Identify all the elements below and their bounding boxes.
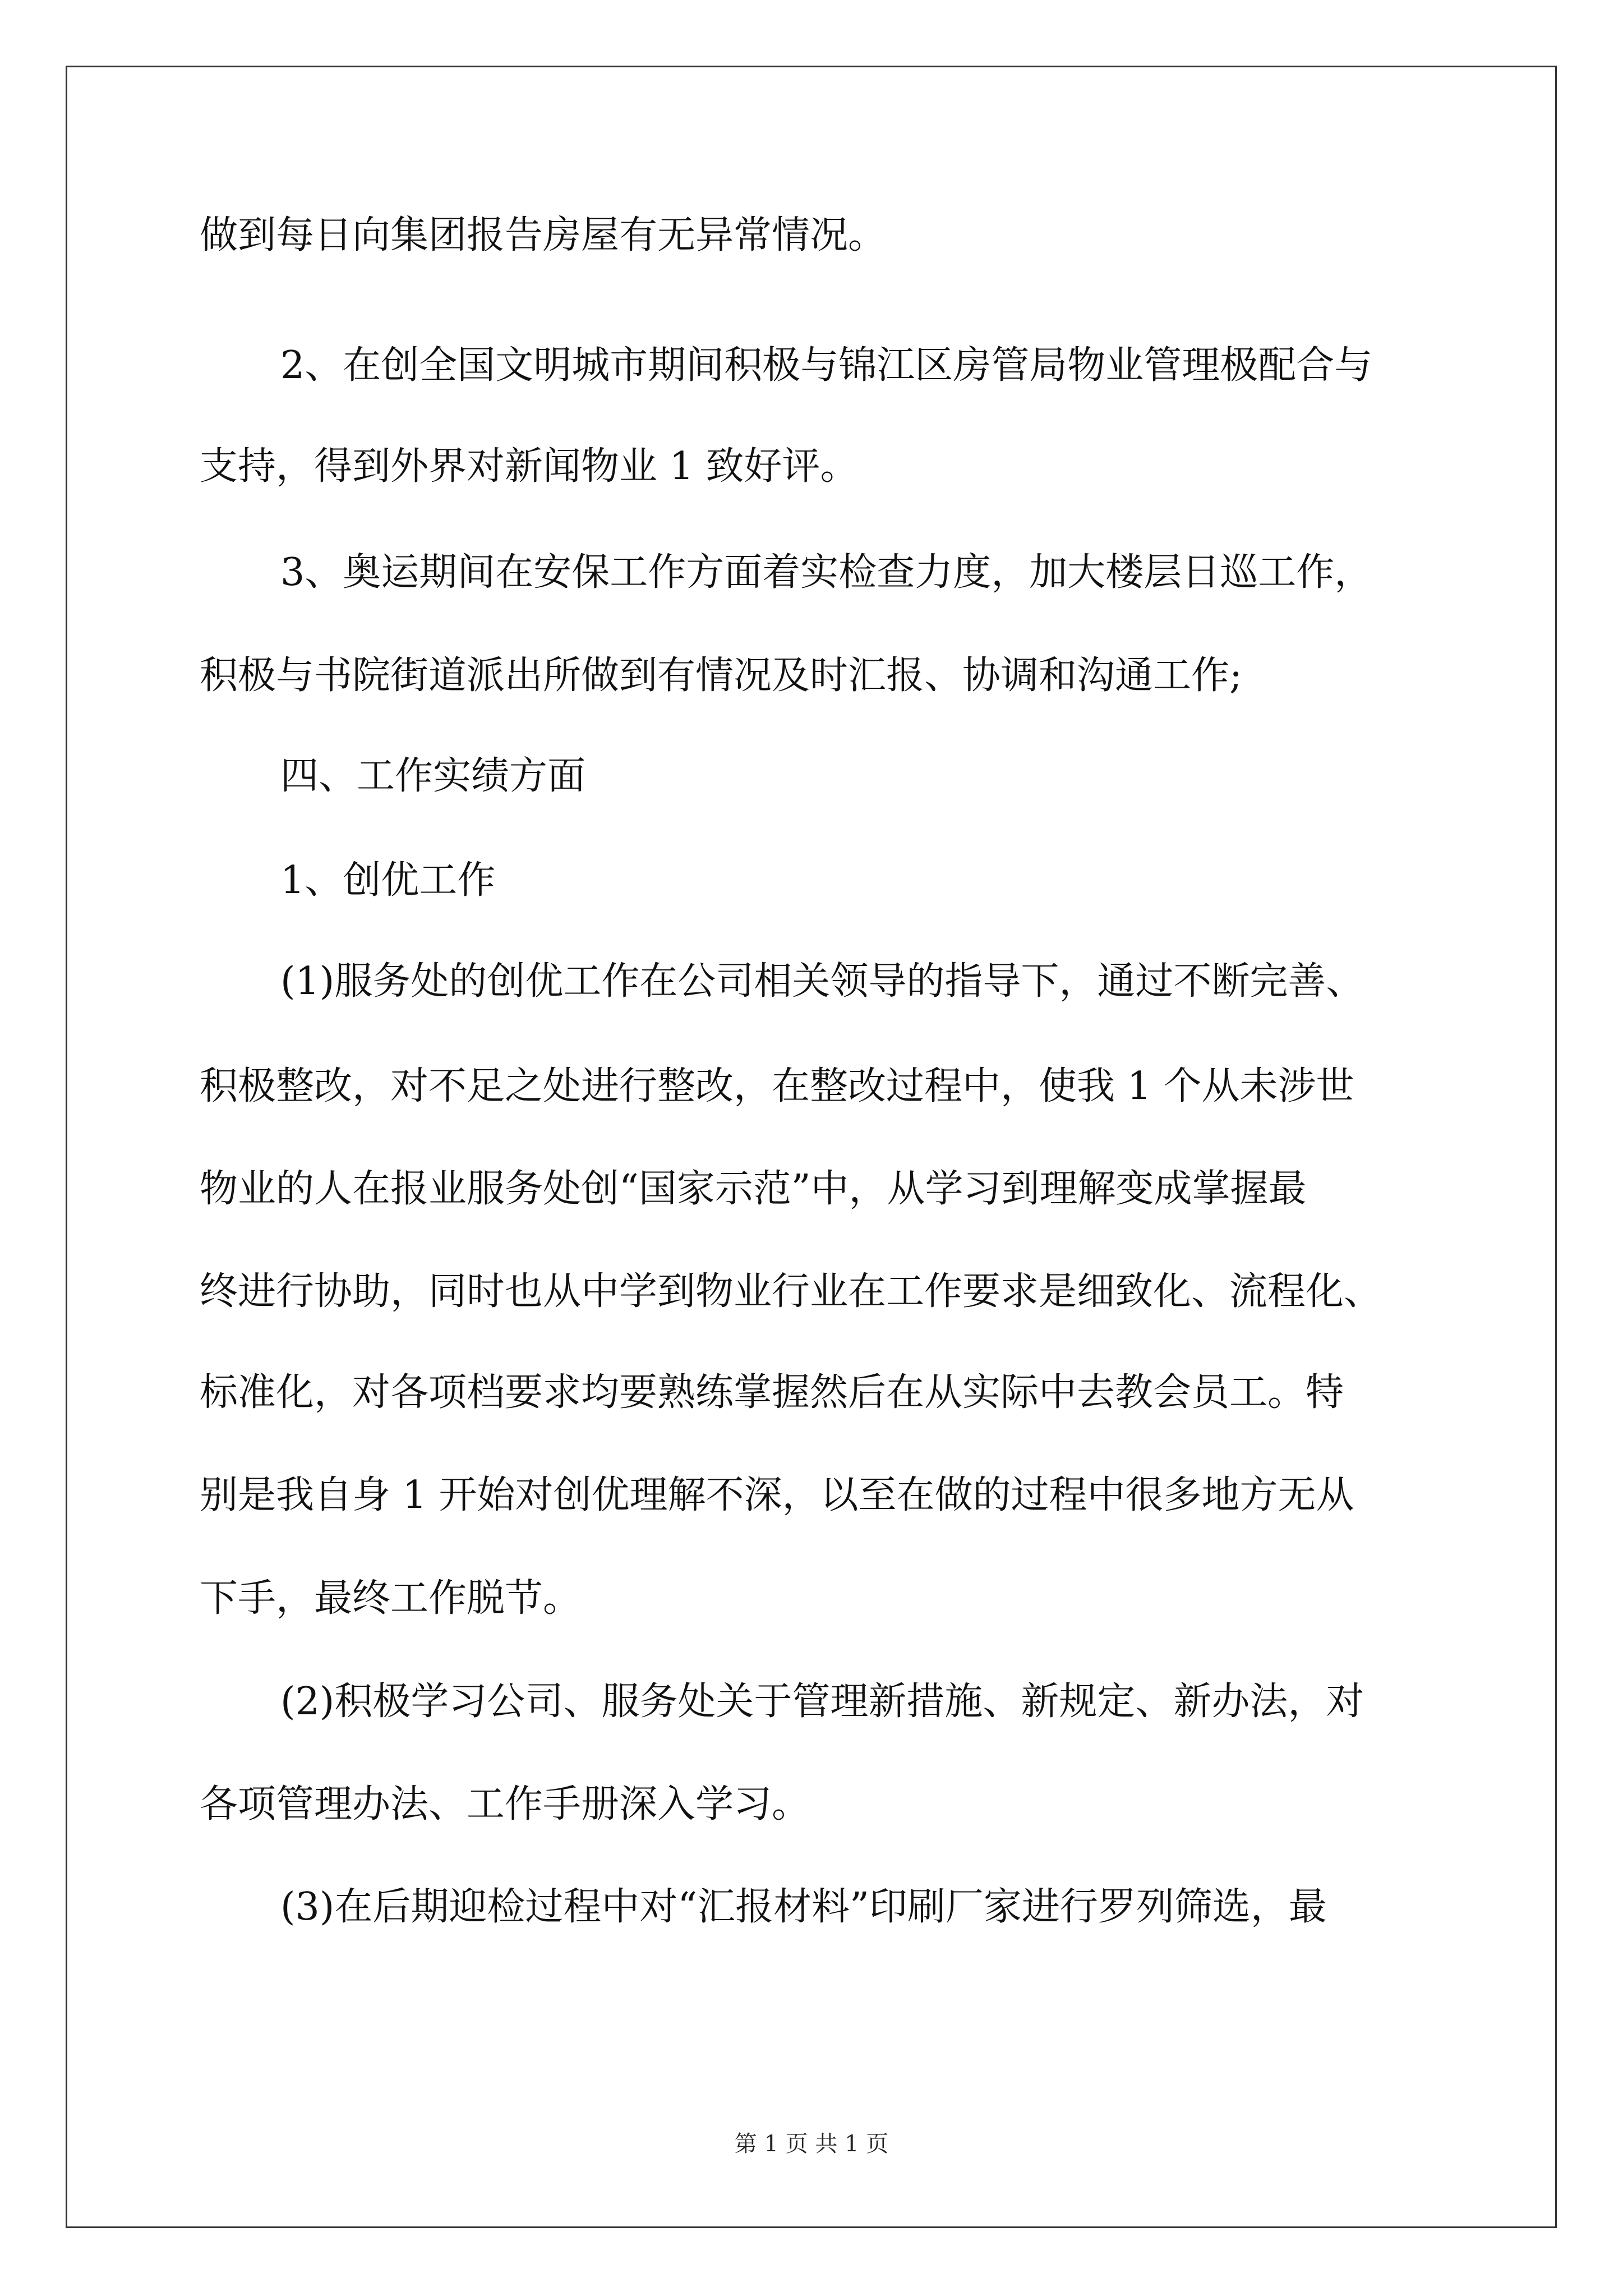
text-line: 3、奥运期间在安保工作方面着实检查力度，加大楼层日巡工作， xyxy=(280,550,1373,595)
text-line: 积极整改，对不足之处进行整改，在整改过程中，使我 1 个从未涉世 xyxy=(200,1064,1354,1108)
text-line: 做到每日向集团报告房屋有无异常情况。 xyxy=(200,213,887,257)
page-number-footer: 第 1 页 共 1 页 xyxy=(734,2131,889,2157)
text-line: (2)积极学习公司、服务处关于管理新措施、新规定、新办法，对 xyxy=(280,1680,1364,1724)
subsection-heading: 1、创优工作 xyxy=(280,858,496,903)
text-line: 各项管理办法、工作手册深入学习。 xyxy=(200,1782,810,1826)
text-line: 终进行协助，同时也从中学到物业行业在工作要求是细致化、流程化、 xyxy=(200,1269,1382,1314)
text-line: 支持，得到外界对新闻物业 1 致好评。 xyxy=(200,444,859,489)
text-line: 标准化，对各项档要求均要熟练掌握然后在从实际中去教会员工。特 xyxy=(200,1370,1344,1415)
text-line: (3)在后期迎检过程中对“汇报材料”印刷厂家进行罗列筛选，最 xyxy=(280,1885,1327,1929)
text-line: (1)服务处的创优工作在公司相关领导的指导下，通过不断完善、 xyxy=(280,959,1364,1004)
text-line: 物业的人在报业服务处创“国家示范”中，从学习到理解变成掌握最 xyxy=(200,1167,1307,1211)
text-line: 下手，最终工作脱节。 xyxy=(200,1576,582,1621)
text-line: 别是我自身 1 开始对创优理解不深，以至在做的过程中很多地方无从 xyxy=(200,1473,1354,1517)
text-line: 积极与书院街道派出所做到有情况及时汇报、协调和沟通工作; xyxy=(200,654,1242,698)
text-line: 2、在创全国文明城市期间积极与锦江区房管局物业管理极配合与 xyxy=(280,343,1373,388)
section-heading: 四、工作实绩方面 xyxy=(280,754,586,798)
